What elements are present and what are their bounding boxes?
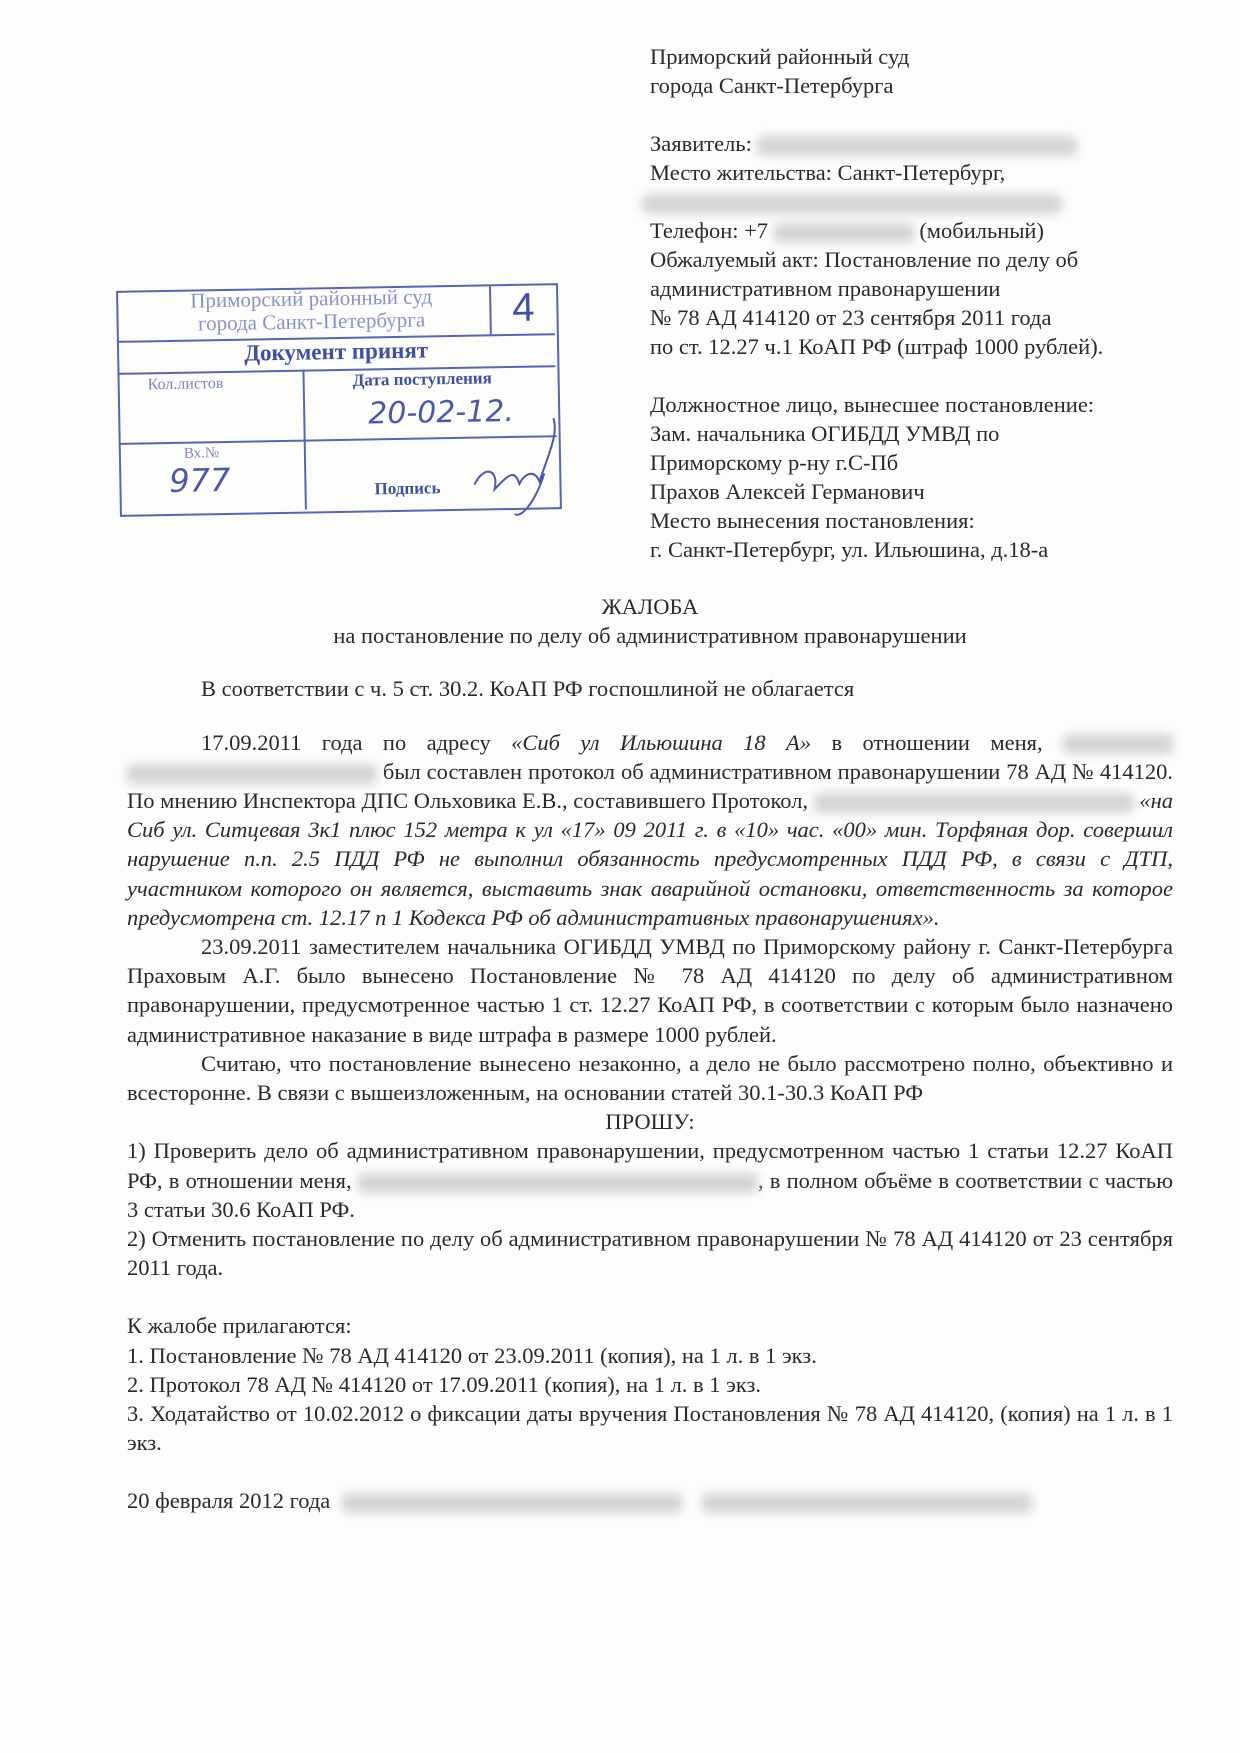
redacted-name xyxy=(358,1173,758,1193)
complaint-body xyxy=(127,592,1173,1516)
residence: Место жительства: Санкт-Петербург, xyxy=(650,160,1006,185)
stamp-sheets-label: Кол.листов xyxy=(147,375,224,394)
act-line: административном правонарушении xyxy=(650,276,1001,301)
attachment-item: 3. Ходатайство от 10.02.2012 о фиксации даты вручения Постановления № 78 АД 414120, (копия) на 1 л. в 1 экз. xyxy=(127,1401,1173,1456)
phone-label: Телефон: +7 xyxy=(650,218,769,243)
redacted-name xyxy=(127,764,377,784)
paragraph-incident xyxy=(127,728,1173,932)
document-subtitle: на постановление по делу об административном правонарушении xyxy=(333,623,967,649)
act-line: № 78 АД 414120 от 23 сентября 2011 года xyxy=(650,305,1052,330)
handwritten-signature xyxy=(463,413,575,525)
court-line: города Санкт-Петербурга xyxy=(650,73,894,98)
request-item xyxy=(127,1136,1173,1224)
phone-type: (мобильный) xyxy=(919,218,1044,243)
redacted-name xyxy=(757,136,1077,156)
official-line: Прахов Алексей Германович xyxy=(650,479,925,504)
act-line: по ст. 12.27 ч.1 КоАП РФ (штраф 1000 рублей). xyxy=(650,334,1104,359)
request-item: 2) Отменить постановление по делу об административном правонарушении № 78 АД 414120 от 23 сентября 2011 года. xyxy=(127,1226,1173,1281)
attachment-item: 2. Протокол 78 АД № 414120 от 17.09.2011 (копия), на 1 л. в 1 экз. xyxy=(127,1371,761,1397)
redacted-text xyxy=(814,793,1134,813)
stamp-in-no-label: Вх.№ xyxy=(183,445,220,462)
court-received-stamp xyxy=(116,283,562,519)
text-segment: в отношении меня, xyxy=(811,729,1063,755)
stamp-date-label: Дата поступления xyxy=(352,368,492,390)
official-line: г. Санкт-Петербург, ул. Ильюшина, д.18-а xyxy=(650,537,1049,562)
text-segment: «на Сиб ул. Ситцевая 3к1 плюс 152 метра к ул «17» 09 2011 г. в «10» час. «00» мин. Торфяная дор. совершил нарушение п.п. 2.5 ПДД РФ не выполнил обязанность предусмотренных ПДД РФ, в связи с ДТП, участником которого он является, выставить знак аварийной остановки, ответственность за которое предусмотрена ст. 12.17 п 1 Кодекса РФ об административных правонарушениях». xyxy=(127,788,1173,930)
request-title: ПРОШУ: xyxy=(605,1109,695,1135)
redacted-name xyxy=(1063,734,1173,754)
court-line: Приморский районный суд xyxy=(650,44,910,69)
paragraph-argument: Считаю, что постановление вынесено незаконно, а дело не было рассмотрено полно, объективно и всесторонне. В связи с вышеизложенным, на основании статей 30.1-30.3 КоАП РФ xyxy=(127,1050,1173,1106)
document-title: ЖАЛОБА xyxy=(601,594,699,619)
addressee-block xyxy=(650,42,1190,564)
official-line: Приморскому р-ну г.С-Пб xyxy=(650,450,899,475)
paragraph-ruling: 23.09.2011 заместителем начальника ОГИБДД УМВД по Приморскому району г. Санкт-Петербурга Праховым А.Г. было вынесено Постановление № 78 АД 414120 по делу об административном правонарушении, предусмотренное частью 1 ст. 12.27 КоАП РФ, в соответствии с которым было назначено административное наказание в виде штрафа в размере 1000 рублей. xyxy=(127,934,1173,1047)
text-segment: , в полном объёме в соответствии с частью 3 статьи 30.6 КоАП РФ. xyxy=(127,1167,1174,1222)
official-line: Место вынесения постановления: xyxy=(650,508,975,533)
stamp-in-no-value: 977 xyxy=(169,460,231,500)
redacted-phone xyxy=(774,223,914,243)
stamp-city: города Санкт-Петербурга xyxy=(197,307,426,336)
official-line: Зам. начальника ОГИБДД УМВД по xyxy=(650,421,1000,446)
stamp-date-value: 20-02-12. xyxy=(367,393,515,432)
redacted-signature xyxy=(342,1493,682,1513)
stamp-number: 4 xyxy=(511,285,535,330)
fee-note: В соответствии с ч. 5 ст. 30.2. КоАП РФ госпошлиной не облагается xyxy=(201,676,855,702)
stamp-court: Приморский районный суд xyxy=(190,284,433,313)
act-line: Обжалуемый акт: Постановление по делу об xyxy=(650,247,1079,272)
stamp-signature-label: Подпись xyxy=(374,478,441,499)
attachments-title: К жалобе прилагаются: xyxy=(127,1313,352,1339)
text-segment: 17.09.2011 года по адресу xyxy=(201,729,512,755)
redacted-address xyxy=(642,194,1062,214)
stamp-accepted: Документ принят xyxy=(243,337,429,366)
text-segment: «Сиб ул Ильюшина 18 А» xyxy=(511,729,812,755)
official-line: Должностное лицо, вынесшее постановление: xyxy=(650,392,1095,417)
applicant-label: Заявитель: xyxy=(650,131,752,156)
signing-date: 20 февраля 2012 года xyxy=(127,1488,331,1514)
text-segment: 1) Проверить дело об административном правонарушении, предусмотренном частью 1 статьи 12.27 КоАП РФ, в отношении меня, xyxy=(127,1138,1173,1193)
redacted-name xyxy=(702,1493,1032,1513)
attachment-item: 1. Постановление № 78 АД 414120 от 23.09.2011 (копия), на 1 л. в 1 экз. xyxy=(127,1342,817,1368)
text-segment: был составлен протокол об административном правонарушении 78 АД № 414120. По мнению Инспектора ДПС Ольховика Е.В., составившего Протокол, xyxy=(127,758,1173,814)
